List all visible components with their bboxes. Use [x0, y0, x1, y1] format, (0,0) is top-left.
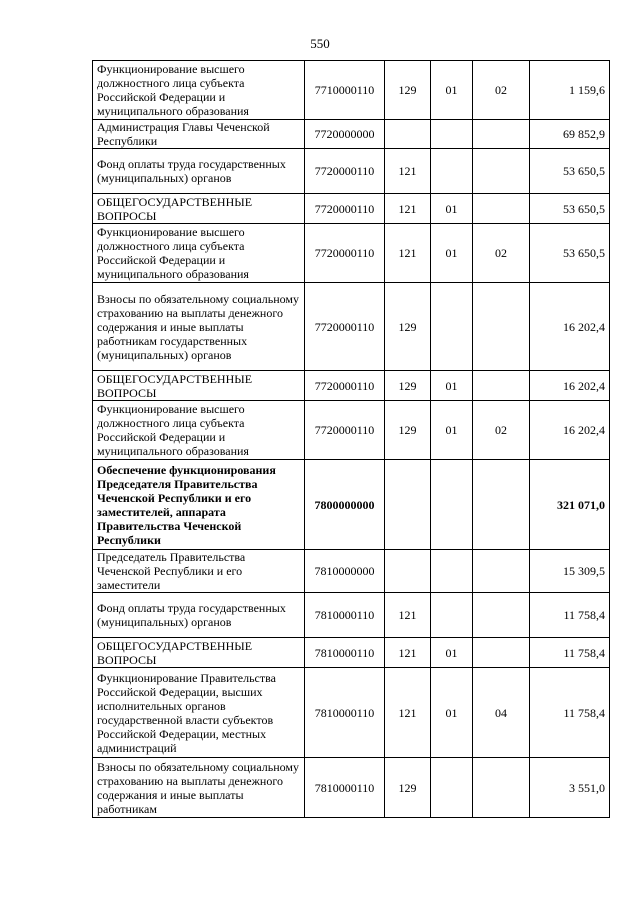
row-subsection-cell — [473, 758, 530, 818]
row-section-cell — [431, 149, 473, 194]
row-section-cell — [431, 283, 473, 371]
row-subsection-cell — [473, 593, 530, 638]
row-code-cell: 7710000110 — [305, 61, 385, 120]
row-expense-type-cell — [385, 120, 431, 149]
row-amount-cell: 1 159,6 — [530, 61, 610, 120]
table-row — [93, 638, 610, 668]
table-row — [93, 149, 610, 194]
row-subsection-cell — [473, 638, 530, 668]
row-section-cell — [431, 758, 473, 818]
row-name-cell: ОБЩЕГОСУДАРСТВЕННЫЕ ВОПРОСЫ — [93, 638, 305, 668]
table-row — [93, 61, 610, 120]
row-code-cell: 7720000110 — [305, 283, 385, 371]
row-amount-cell: 11 758,4 — [530, 668, 610, 758]
row-expense-type-cell: 121 — [385, 149, 431, 194]
row-code-cell: 7720000110 — [305, 194, 385, 224]
row-subsection-cell: 02 — [473, 224, 530, 283]
row-code-cell: 7720000110 — [305, 371, 385, 401]
row-name-cell: Фонд оплаты труда государственных (муниципальных) органов — [93, 593, 305, 638]
table-row — [93, 550, 610, 593]
row-name-cell: Взносы по обязательному социальному страхованию на выплаты денежного содержания и иные выплаты работникам — [93, 758, 305, 818]
row-name-cell: ОБЩЕГОСУДАРСТВЕННЫЕ ВОПРОСЫ — [93, 371, 305, 401]
row-expense-type-cell: 129 — [385, 401, 431, 460]
table-row — [93, 593, 610, 638]
row-section-cell: 01 — [431, 194, 473, 224]
row-subsection-cell — [473, 149, 530, 194]
row-expense-type-cell: 121 — [385, 593, 431, 638]
row-name-cell: Председатель Правительства Чеченской Республики и его заместители — [93, 550, 305, 593]
row-subsection-cell — [473, 550, 530, 593]
row-section-cell: 01 — [431, 61, 473, 120]
row-expense-type-cell: 129 — [385, 371, 431, 401]
table-row — [93, 401, 610, 460]
row-subsection-cell — [473, 283, 530, 371]
row-code-cell: 7720000000 — [305, 120, 385, 149]
row-subsection-cell — [473, 371, 530, 401]
row-section-cell: 01 — [431, 638, 473, 668]
row-expense-type-cell — [385, 550, 431, 593]
row-subsection-cell: 02 — [473, 401, 530, 460]
row-subsection-cell — [473, 194, 530, 224]
row-code-cell: 7720000110 — [305, 149, 385, 194]
table-row — [93, 668, 610, 758]
row-amount-cell: 53 650,5 — [530, 149, 610, 194]
row-name-cell: Функционирование Правительства Российской Федерации, высших исполнительных органов государственной власти субъектов Российской Федерации, местных администраций — [93, 668, 305, 758]
budget-table — [92, 60, 610, 818]
row-name-cell: Функционирование высшего должностного лица субъекта Российской Федерации и муниципального образования — [93, 401, 305, 460]
table-row — [93, 194, 610, 224]
row-section-cell: 01 — [431, 371, 473, 401]
row-expense-type-cell: 129 — [385, 61, 431, 120]
row-section-cell — [431, 593, 473, 638]
row-amount-cell: 16 202,4 — [530, 371, 610, 401]
row-section-cell: 01 — [431, 224, 473, 283]
table-row — [93, 460, 610, 550]
row-name-cell: ОБЩЕГОСУДАРСТВЕННЫЕ ВОПРОСЫ — [93, 194, 305, 224]
row-expense-type-cell: 121 — [385, 638, 431, 668]
row-code-cell: 7810000110 — [305, 758, 385, 818]
row-code-cell: 7810000110 — [305, 638, 385, 668]
row-code-cell: 7800000000 — [305, 460, 385, 550]
row-subsection-cell: 02 — [473, 61, 530, 120]
row-name-cell: Обеспечение функционирования Председателя Правительства Чеченской Республики и его заместителей, аппарата Правительства Чеченской Республики — [93, 460, 305, 550]
row-expense-type-cell: 129 — [385, 283, 431, 371]
row-name-cell: Взносы по обязательному социальному страхованию на выплаты денежного содержания и иные выплаты работникам государственных (муниципальных) органов — [93, 283, 305, 371]
row-section-cell: 01 — [431, 401, 473, 460]
row-code-cell: 7810000110 — [305, 593, 385, 638]
row-amount-cell: 321 071,0 — [530, 460, 610, 550]
row-subsection-cell — [473, 120, 530, 149]
table-row — [93, 758, 610, 818]
row-section-cell — [431, 120, 473, 149]
row-name-cell: Функционирование высшего должностного лица субъекта Российской Федерации и муниципального образования — [93, 224, 305, 283]
page-number: 550 — [310, 36, 330, 51]
row-section-cell: 01 — [431, 668, 473, 758]
row-amount-cell: 3 551,0 — [530, 758, 610, 818]
row-name-cell: Администрация Главы Чеченской Республики — [93, 120, 305, 149]
row-section-cell — [431, 460, 473, 550]
row-subsection-cell: 04 — [473, 668, 530, 758]
table-row — [93, 283, 610, 371]
row-amount-cell: 11 758,4 — [530, 638, 610, 668]
row-code-cell: 7720000110 — [305, 224, 385, 283]
row-expense-type-cell: 121 — [385, 224, 431, 283]
row-amount-cell: 15 309,5 — [530, 550, 610, 593]
table-row — [93, 224, 610, 283]
row-amount-cell: 53 650,5 — [530, 194, 610, 224]
row-expense-type-cell — [385, 460, 431, 550]
row-amount-cell: 16 202,4 — [530, 283, 610, 371]
row-name-cell: Функционирование высшего должностного лица субъекта Российской Федерации и муниципального образования — [93, 61, 305, 120]
row-amount-cell: 69 852,9 — [530, 120, 610, 149]
row-code-cell: 7810000110 — [305, 668, 385, 758]
table-row — [93, 371, 610, 401]
row-code-cell: 7810000000 — [305, 550, 385, 593]
budget-table-body — [93, 61, 610, 818]
row-section-cell — [431, 550, 473, 593]
row-expense-type-cell: 121 — [385, 194, 431, 224]
row-expense-type-cell: 121 — [385, 668, 431, 758]
row-name-cell: Фонд оплаты труда государственных (муниципальных) органов — [93, 149, 305, 194]
row-expense-type-cell: 129 — [385, 758, 431, 818]
row-amount-cell: 16 202,4 — [530, 401, 610, 460]
row-amount-cell: 11 758,4 — [530, 593, 610, 638]
row-subsection-cell — [473, 460, 530, 550]
row-code-cell: 7720000110 — [305, 401, 385, 460]
row-amount-cell: 53 650,5 — [530, 224, 610, 283]
table-row — [93, 120, 610, 149]
